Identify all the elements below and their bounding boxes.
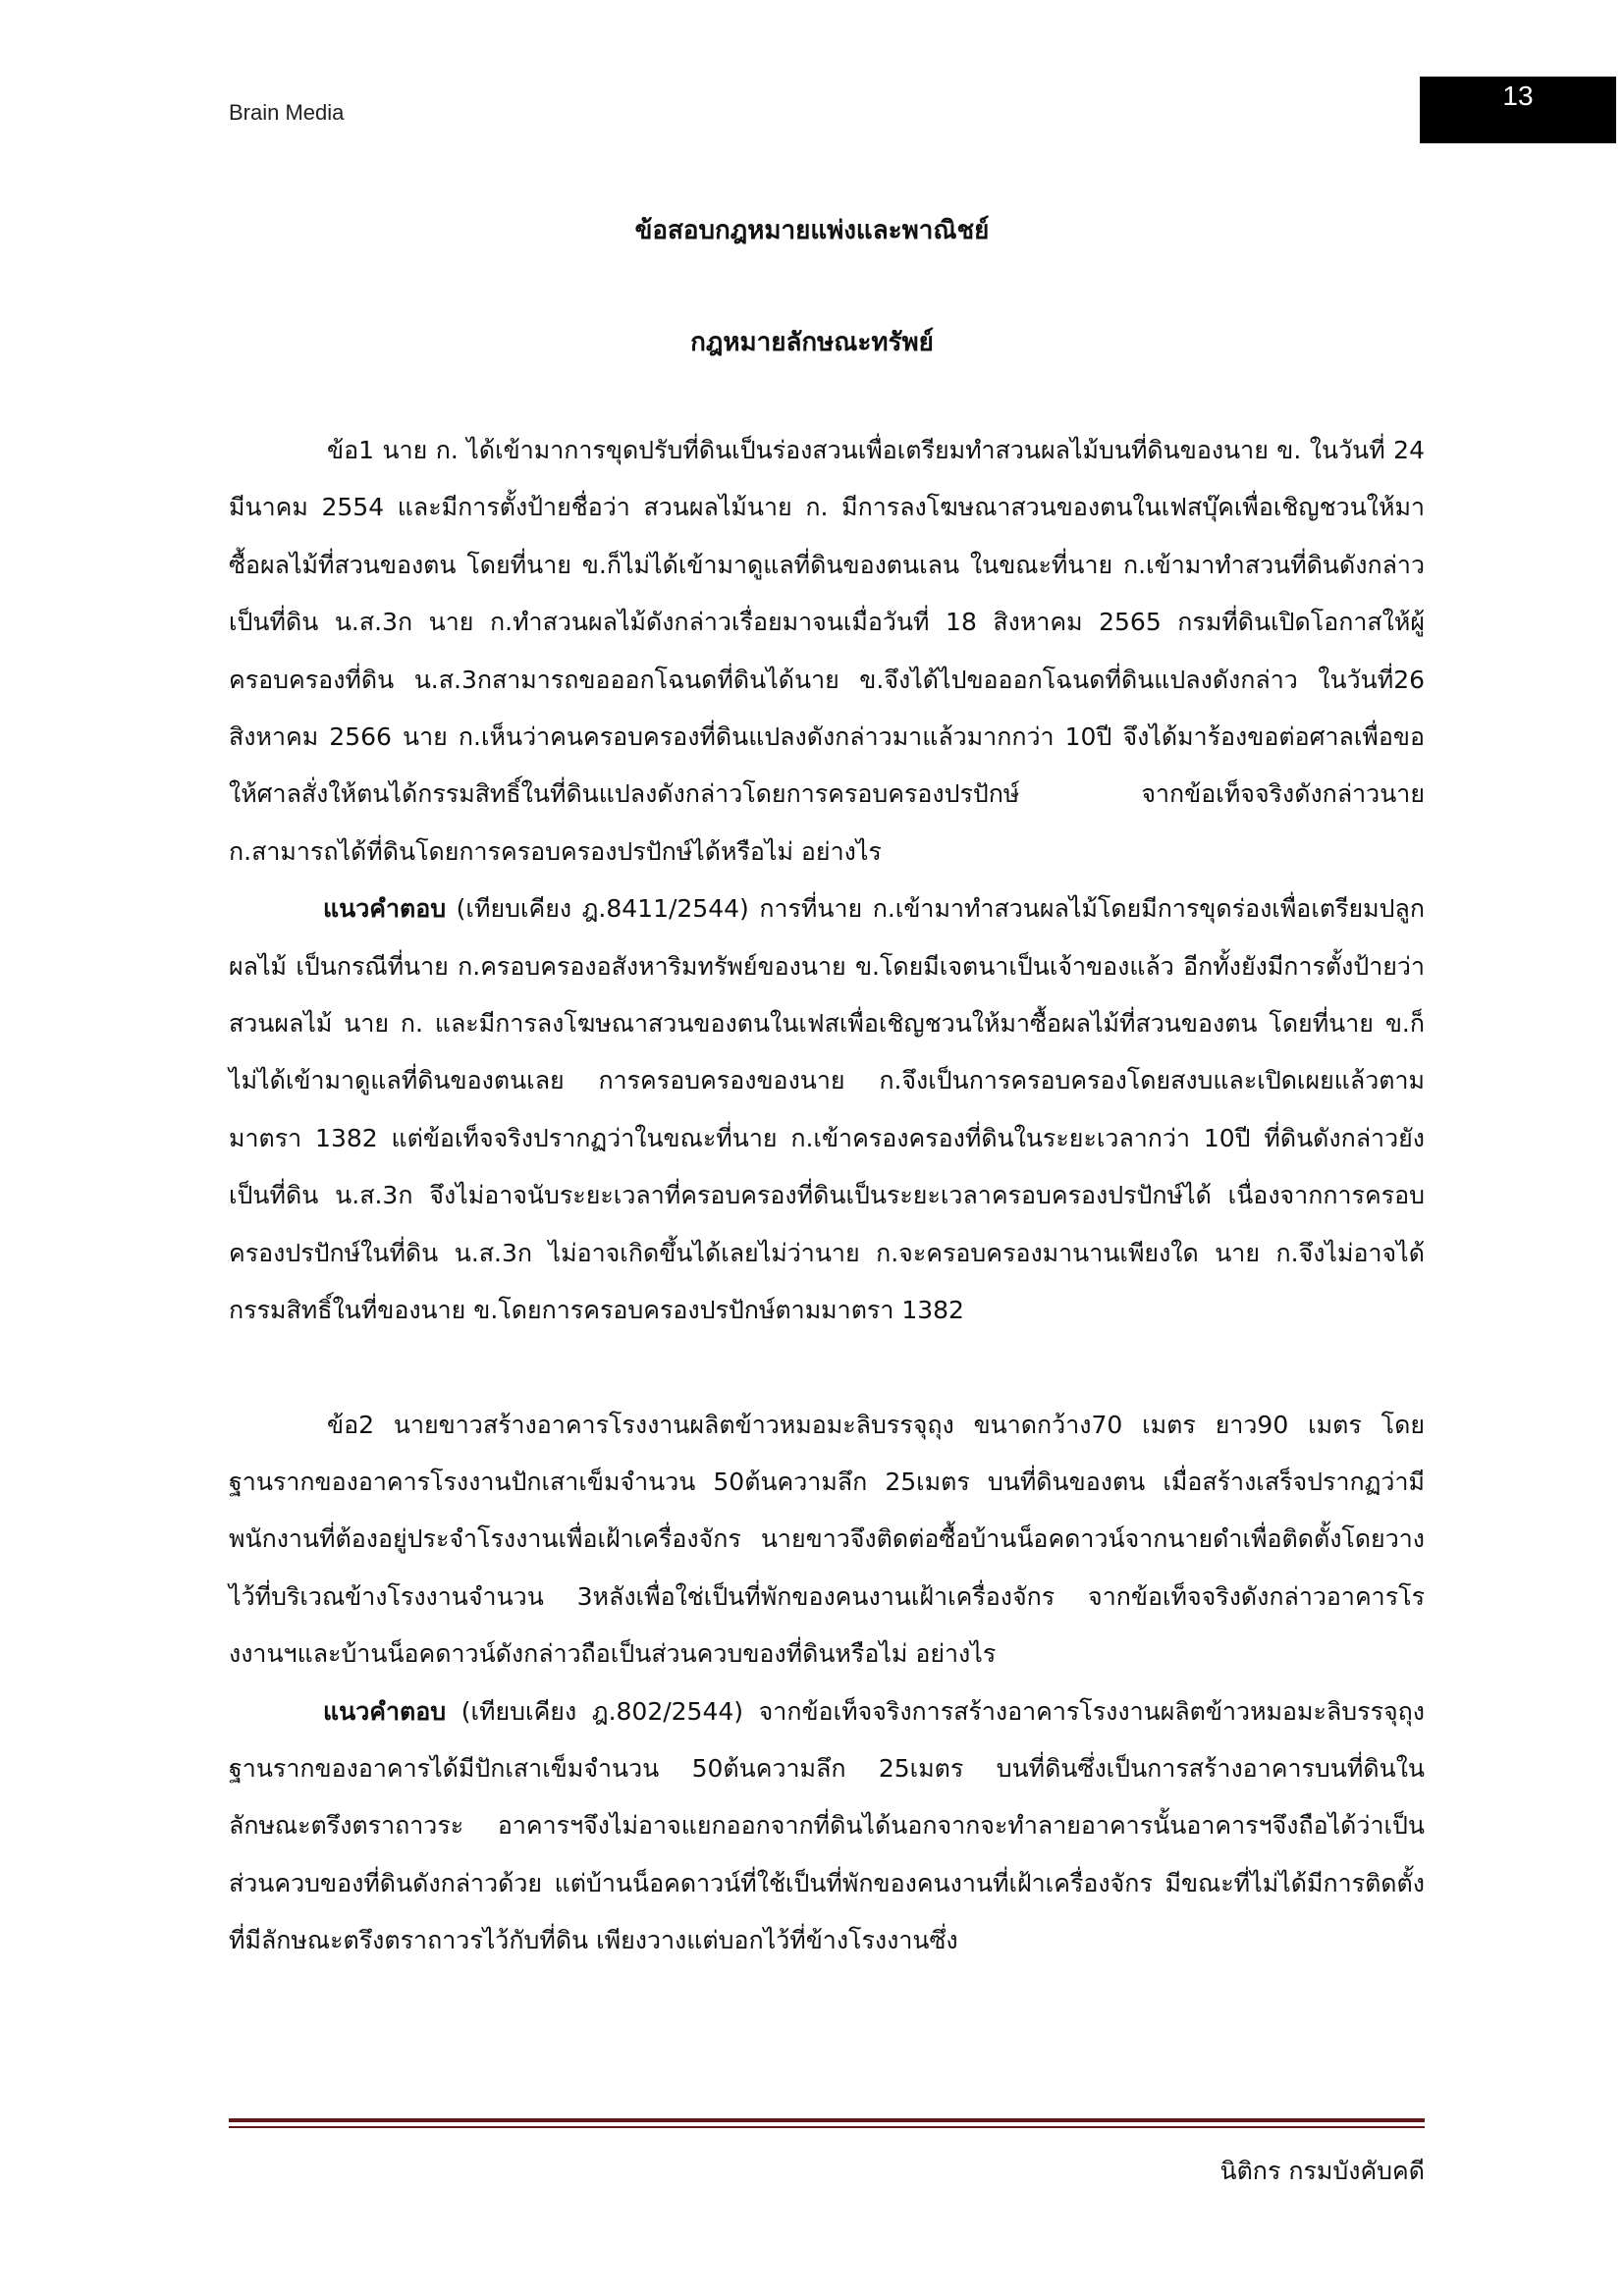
- question-1: ข้อ1 นาย ก. ได้เข้ามาการขุดปรับที่ดินเป็นร่องสวนเพื่อเตรียมทำสวนผลไม้บนที่ดินของนาย ข. ในวันที่ 24 มีนาคม 2554 และมีการตั้งป้ายชื่อว่า สวนผลไม้นาย ก. มีการลงโฆษณาสวนของตนในเฟสบุ๊คเพื่อเชิญชวนให้มาซื้อผลไม้ที่สวนของตน โดยที่นาย ข.ก็ไม่ได้เข้ามาดูแลที่ดินของตนเลน ในขณะที่นาย ก.เข้ามาทำสวนที่ดินดังกล่าวเป็นที่ดิน น.ส.3ก นาย ก.ทำสวนผลไม้ดังกล่าวเรื่อยมาจนเมื่อวันที่ 18 สิงหาคม 2565 กรมที่ดินเปิดโอกาสให้ผู้ครอบครองที่ดิน น.ส.3กสามารถขอออกโฉนดที่ดินได้นาย ข.จึงได้ไปขอออกโฉนดที่ดินแปลงดังกล่าว ในวันที่26 สิงหาคม 2566 นาย ก.เห็นว่าคนครอบครองที่ดินแปลงดังกล่าวมาแล้วมากกว่า 10ปี จึงได้มาร้องขอต่อศาลเพื่อขอให้ศาลสั่งให้ตนได้กรรมสิทธิ์ในที่ดินแปลงดังกล่าวโดยการครอบครองปรปักษ์ จากข้อเท็จจริงดังกล่าวนาย ก.สามารถได้ที่ดินโดยการครอบครองปรปักษ์ได้หรือไม่ อย่างไร: [229, 436, 1425, 866]
- page-number: 13: [1420, 77, 1616, 143]
- answer-1: [229, 881, 1425, 1339]
- section-title: กฎหมายลักษณะทรัพย์: [690, 328, 934, 357]
- answer-1-label: แนวคำตอบ: [323, 894, 447, 924]
- answer-2: [229, 1683, 1425, 1970]
- paragraph-gap: [229, 1340, 1425, 1397]
- footer-text: นิติกร กรมบังคับคดี: [1219, 2157, 1425, 2185]
- answer-2-label: แนวคำตอบ: [323, 1696, 447, 1726]
- footer-rule-thin: [229, 2126, 1425, 2128]
- answer-1-text: (เทียบเคียง ฎ.8411/2544) การที่นาย ก.เข้ามาทำสวนผลไม้โดยมีการขุดร่องเพื่อเตรียมปลูกผลไม้ เป็นกรณีที่นาย ก.ครอบครองอสังหาริมทรัพย์ของนาย ข.โดยมีเจตนาเป็นเจ้าของแล้ว อีกทั้งยังมีการตั้งป้ายว่า สวนผลไม้ นาย ก. และมีการลงโฆษณาสวนของตนในเฟสเพื่อเชิญชวนให้มาซื้อผลไม้ที่สวนของตน โดยที่นาย ข.ก็ไม่ได้เข้ามาดูแลที่ดินของตนเลย การครอบครองของนาย ก.จึงเป็นการครอบครองโดยสงบและเปิดเผยแล้วตามมาตรา 1382 แต่ข้อเท็จจริงปรากฏว่าในขณะที่นาย ก.เข้าครองครองที่ดินในระยะเวลากว่า 10ปี ที่ดินดังกล่าวยังเป็นที่ดิน น.ส.3ก จึงไม่อาจนับระยะเวลาที่ครอบครองที่ดินเป็นระยะเวลาครอบครองปรปักษ์ได้ เนื่องจากการครอบครองปรปักษ์ในที่ดิน น.ส.3ก ไม่อาจเกิดขึ้นได้เลยไม่ว่านาย ก.จะครอบครองมานานเพียงใด นาย ก.จึงไม่อาจได้กรรมสิทธิ์ในที่ของนาย ข.โดยการครอบครองปรปักษ์ตามมาตรา 1382: [229, 894, 1425, 1325]
- answer-2-text: (เทียบเคียง ฎ.802/2544) จากข้อเท็จจริงการสร้างอาคารโรงงานผลิตข้าวหมอมะลิบรรจุถุง ฐานรากของอาคารได้มีปักเสาเข็มจำนวน 50ต้นความลึก 25เมตร บนที่ดินซึ่งเป็นการสร้างอาคารบนที่ดินในลักษณะตรึงตราถาวระ อาคารฯจึงไม่อาจแยกออกจากที่ดินได้นอกจากจะทำลายอาคารนั้นอาคารฯจึงถือได้ว่าเป็นส่วนควบของที่ดินดังกล่าวด้วย แต่บ้านน็อคดาวน์ที่ใช้เป็นที่พักของคนงานที่เฝ้าเครื่องจักร มีขณะที่ไม่ได้มีการติดตั้งที่มีลักษณะตรึงตราถาวรไว้กับที่ดิน เพียงวางแต่บอกไว้ที่ข้างโรงงานซึ่ง: [229, 1696, 1425, 1955]
- document-body: [229, 422, 1425, 1970]
- footer-rule: [229, 2118, 1425, 2122]
- question-2: ข้อ2 นายขาวสร้างอาคารโรงงานผลิตข้าวหมอมะลิบรรจุถุง ขนาดกว้าง70 เมตร ยาว90 เมตร โดยฐานรากของอาคารโรงงานปักเสาเข็มจำนวน 50ต้นความลึก 25เมตร บนที่ดินของตน เมื่อสร้างเสร็จปรากฏว่ามีพนักงานที่ต้องอยู่ประจำโรงงานเพื่อเฝ้าเครื่องจักร นายขาวจึงติดต่อซื้อบ้านน็อคดาวน์จากนายดำเพื่อติดตั้งโดยวางไว้ที่บริเวณข้างโรงงานจำนวน 3หลังเพื่อใช่เป็นที่พักของคนงานเฝ้าเครื่องจักร จากข้อเท็จจริงดังกล่าวอาคารโรงงานฯและบ้านน็อคดาวน์ดังกล่าวถือเป็นส่วนควบของที่ดินหรือไม่ อย่างไร: [229, 1410, 1425, 1669]
- document-title: ข้อสอบกฎหมายแพ่งและพาณิชย์: [634, 216, 990, 245]
- header-brand: Brain Media: [229, 100, 345, 125]
